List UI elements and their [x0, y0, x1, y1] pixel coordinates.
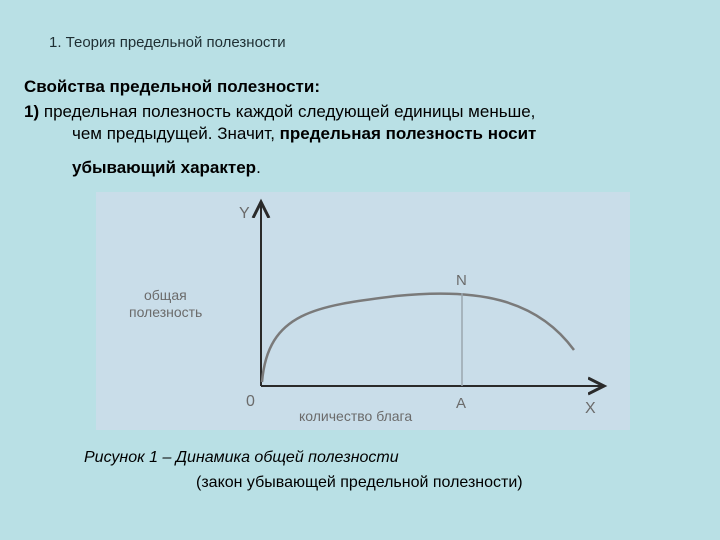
slide-heading: 1. Теория предельной полезности	[49, 34, 286, 51]
property-1-line-1	[24, 102, 535, 122]
property-1-line-3	[72, 158, 261, 178]
property-1-bold-text: предельная полезность носит	[279, 124, 537, 143]
x-caption: количество блага	[299, 408, 413, 424]
peak-x-label: A	[456, 395, 467, 412]
figure-caption-line-2: (закон убывающей предельной полезности)	[196, 474, 523, 491]
x-axis-label: X	[585, 400, 596, 417]
figure-caption-line-1: Рисунок 1 – Динамика общей полезности	[84, 449, 399, 466]
property-1-text: предельная полезность каждой следующей единицы меньше,	[43, 102, 536, 121]
property-1-bold-conclusion: убывающий характер	[72, 158, 257, 177]
properties-title: Свойства предельной полезности:	[24, 77, 320, 96]
utility-diagram	[96, 192, 630, 430]
total-utility-curve	[262, 294, 574, 382]
property-1-plain-text: чем предыдущей. Значит,	[72, 124, 280, 143]
property-1-number: 1)	[24, 102, 40, 121]
utility-figure	[96, 192, 630, 430]
y-axis-label: Y	[239, 205, 250, 222]
property-1-line-2	[72, 124, 536, 144]
curve-label-line-2: полезность	[129, 304, 203, 320]
curve-label-line-1: общая	[144, 287, 187, 303]
property-1-tail: .	[256, 158, 261, 177]
origin-label: 0	[246, 393, 255, 410]
peak-label: N	[456, 272, 467, 289]
